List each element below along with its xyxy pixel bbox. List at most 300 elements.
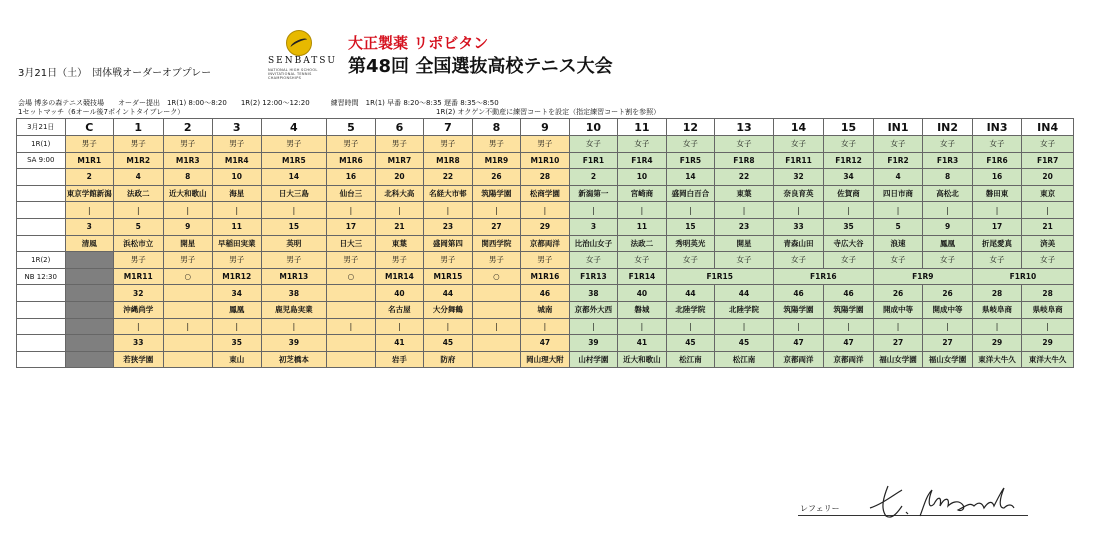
- draw-number-cell: 46: [824, 285, 874, 302]
- draw-number-cell: 45: [715, 335, 774, 352]
- team-cell: 済美: [1022, 235, 1074, 252]
- team-cell: 福山女学園: [923, 351, 973, 368]
- court-header: 14: [773, 119, 824, 136]
- vs-separator: |: [163, 318, 213, 335]
- vs-separator: |: [521, 318, 570, 335]
- team-cell: 名経大市邨: [424, 185, 473, 202]
- match-id-cell: F1R11: [773, 152, 824, 169]
- team-cell: 磐田東: [972, 185, 1022, 202]
- draw-number-cell: 46: [521, 285, 570, 302]
- team-cell: 開星: [715, 235, 774, 252]
- team-cell: 日大三: [327, 235, 376, 252]
- draw-number-cell: 44: [424, 285, 473, 302]
- draw-number-cell: 41: [618, 335, 667, 352]
- gender-cell: 女子: [773, 136, 824, 153]
- empty-cell: [163, 351, 213, 368]
- team-cell: 京都両洋: [773, 351, 824, 368]
- team-cell: 県岐阜商: [972, 301, 1022, 318]
- gender-cell: 女子: [923, 136, 973, 153]
- gender-cell: 女子: [715, 136, 774, 153]
- draw-number-cell: 26: [472, 169, 521, 186]
- court-header: C: [65, 119, 114, 136]
- team-cell: 佐賀商: [824, 185, 874, 202]
- empty-cell: [472, 335, 521, 352]
- vs-separator: |: [972, 202, 1022, 219]
- team-cell: 東京: [1022, 185, 1074, 202]
- unused-court-cell: [65, 252, 114, 269]
- draw-number-cell: 20: [1022, 169, 1074, 186]
- draw-number-cell: 9: [163, 218, 213, 235]
- vs-separator: |: [773, 202, 824, 219]
- draw-number-cell: 35: [824, 218, 874, 235]
- team-cell: 開星: [163, 235, 213, 252]
- match-id-cell: M1R4: [213, 152, 262, 169]
- team-cell: 清風: [65, 235, 114, 252]
- vs-separator: |: [1022, 318, 1074, 335]
- vs-separator: |: [261, 202, 327, 219]
- match-id-cell: F1R6: [972, 152, 1022, 169]
- draw-number-cell: 2: [569, 169, 618, 186]
- match-id-cell: F1R5: [666, 152, 715, 169]
- draw-number-cell: 11: [213, 218, 262, 235]
- team-cell: 関西学院: [472, 235, 521, 252]
- vs-separator: |: [163, 202, 213, 219]
- draw-number-cell: 35: [213, 335, 262, 352]
- draw-number-cell: 27: [472, 218, 521, 235]
- match-id-cell: F1R2: [873, 152, 923, 169]
- header-date: 3月21日: [17, 119, 66, 136]
- match-id-cell: M1R6: [327, 152, 376, 169]
- empty-label-cell: [17, 185, 66, 202]
- gender-cell: 女子: [715, 252, 774, 269]
- draw-number-cell: 28: [1022, 285, 1074, 302]
- draw-number-cell: 21: [1022, 218, 1074, 235]
- gender-cell: 女子: [873, 252, 923, 269]
- draw-number-cell: 44: [666, 285, 715, 302]
- s2-seed-b-row: [17, 335, 1074, 352]
- team-cell: 山村学園: [569, 351, 618, 368]
- match-id-cell: F1R7: [1022, 152, 1074, 169]
- team-cell: 東山: [213, 351, 262, 368]
- team-cell: 浜松市立: [114, 235, 164, 252]
- team-cell: 法政二: [114, 185, 164, 202]
- vs-separator: |: [114, 318, 164, 335]
- team-cell: 東葉: [715, 185, 774, 202]
- gender-cell: 女子: [773, 252, 824, 269]
- draw-number-cell: 39: [261, 335, 327, 352]
- match-id-cell: F1R8: [715, 152, 774, 169]
- referee-signature: [862, 482, 1032, 522]
- team-cell: 京都両洋: [521, 235, 570, 252]
- team-cell: 東洋大牛久: [1022, 351, 1074, 368]
- gender-cell: 女子: [1022, 252, 1074, 269]
- draw-number-cell: 8: [163, 169, 213, 186]
- empty-label-cell: [17, 318, 66, 335]
- court-header: 15: [824, 119, 874, 136]
- vs-separator: |: [873, 318, 923, 335]
- vs-separator: |: [618, 318, 667, 335]
- match-id-cell: M1R5: [261, 152, 327, 169]
- s2-match-row: [17, 268, 1074, 285]
- draw-number-cell: 20: [375, 169, 424, 186]
- draw-number-cell: 34: [824, 169, 874, 186]
- draw-number-cell: 21: [375, 218, 424, 235]
- team-cell: 北科大高: [375, 185, 424, 202]
- court-header: 4: [261, 119, 327, 136]
- team-cell: 大分舞鶴: [424, 301, 473, 318]
- empty-cell: [472, 285, 521, 302]
- team-cell: 早稲田実業: [213, 235, 262, 252]
- vs-separator: |: [569, 202, 618, 219]
- draw-number-cell: 4: [873, 169, 923, 186]
- venue-info: 会場 博多の森テニス競技場 オーダー提出 1R(1) 8:00～8:20 1R(2) 12:00～12:20 練習時間 1R(1) 早番 8:20～8:35 遅番 8:35～8:50: [18, 99, 499, 107]
- practice-court-info: 1R(2) オクゲン不動産に練習コートを設定（指定練習コート割を参照）: [436, 108, 661, 116]
- draw-number-cell: 29: [972, 335, 1022, 352]
- vs-separator: |: [472, 318, 521, 335]
- vs-separator: |: [213, 202, 262, 219]
- sponsor-name: 大正製薬 リポビタン: [348, 34, 489, 52]
- court-header: 13: [715, 119, 774, 136]
- vs-separator: |: [923, 318, 973, 335]
- empty-label-cell: [17, 351, 66, 368]
- gender-cell: 女子: [666, 136, 715, 153]
- gender-cell: 男子: [472, 252, 521, 269]
- team-cell: 海星: [213, 185, 262, 202]
- vs-separator: |: [824, 202, 874, 219]
- team-cell: 東洋大牛久: [972, 351, 1022, 368]
- team-cell: 松江南: [666, 351, 715, 368]
- vs-separator: |: [666, 202, 715, 219]
- match-id-cell: F1R1: [569, 152, 618, 169]
- vs-separator: |: [1022, 202, 1074, 219]
- draw-number-cell: 45: [424, 335, 473, 352]
- team-cell: 青森山田: [773, 235, 824, 252]
- vs-separator: |: [114, 202, 164, 219]
- draw-number-cell: 29: [521, 218, 570, 235]
- court-header: 11: [618, 119, 667, 136]
- draw-number-cell: 38: [569, 285, 618, 302]
- vs-separator: |: [715, 318, 774, 335]
- draw-number-cell: 27: [873, 335, 923, 352]
- vs-separator: |: [521, 202, 570, 219]
- court-header: 3: [213, 119, 262, 136]
- vs-separator: |: [424, 318, 473, 335]
- vs-separator: |: [424, 202, 473, 219]
- gender-cell: 男子: [424, 252, 473, 269]
- empty-cell: [472, 301, 521, 318]
- team-cell: 近大和歌山: [618, 351, 667, 368]
- team-cell: 奈良育英: [773, 185, 824, 202]
- gender-cell: 女子: [618, 252, 667, 269]
- draw-number-cell: 28: [972, 285, 1022, 302]
- court-header-row: [17, 119, 1074, 136]
- match-id-cell: F1R9: [873, 268, 972, 285]
- draw-number-cell: 34: [213, 285, 262, 302]
- date-title: 3月21日（土） 団体戦オーダーオブプレー: [18, 68, 212, 79]
- team-cell: 仙台三: [327, 185, 376, 202]
- draw-number-cell: 17: [327, 218, 376, 235]
- match-id-cell: M1R14: [375, 268, 424, 285]
- s1-seed-a-row: [17, 169, 1074, 186]
- session-label: 1R(1): [17, 136, 66, 153]
- draw-number-cell: 9: [923, 218, 973, 235]
- unused-court-cell: [65, 351, 114, 368]
- draw-number-cell: 14: [261, 169, 327, 186]
- team-cell: 福山女学園: [873, 351, 923, 368]
- team-cell: 筑陽学園: [472, 185, 521, 202]
- session-start-time: NB 12:30: [17, 268, 66, 285]
- draw-number-cell: 47: [824, 335, 874, 352]
- draw-number-cell: 44: [715, 285, 774, 302]
- team-cell: 四日市商: [873, 185, 923, 202]
- gender-cell: 女子: [824, 136, 874, 153]
- unused-court-cell: [65, 318, 114, 335]
- vs-separator: |: [65, 202, 114, 219]
- match-id-cell: F1R15: [666, 268, 773, 285]
- vs-separator: |: [375, 318, 424, 335]
- team-cell: 鳳凰: [213, 301, 262, 318]
- draw-number-cell: 15: [666, 218, 715, 235]
- draw-number-cell: 40: [375, 285, 424, 302]
- draw-number-cell: 5: [873, 218, 923, 235]
- order-of-play-table: [16, 118, 1074, 368]
- vs-separator: |: [666, 318, 715, 335]
- team-cell: 鹿児島実業: [261, 301, 327, 318]
- s1-team-b-row: [17, 235, 1074, 252]
- empty-label-cell: [17, 169, 66, 186]
- empty-cell: [327, 301, 376, 318]
- draw-number-cell: 41: [375, 335, 424, 352]
- team-cell: 岡山理大附: [521, 351, 570, 368]
- session-start-time: SA 9:00: [17, 152, 66, 169]
- draw-number-cell: 40: [618, 285, 667, 302]
- team-cell: 近大和歌山: [163, 185, 213, 202]
- team-cell: 寺広大谷: [824, 235, 874, 252]
- draw-number-cell: 32: [773, 169, 824, 186]
- draw-number-cell: 8: [923, 169, 973, 186]
- team-cell: 防府: [424, 351, 473, 368]
- court-header: 5: [327, 119, 376, 136]
- gender-cell: 女子: [569, 136, 618, 153]
- vs-separator: |: [569, 318, 618, 335]
- vs-separator: |: [213, 318, 262, 335]
- draw-number-cell: 17: [972, 218, 1022, 235]
- draw-number-cell: 32: [114, 285, 164, 302]
- draw-number-cell: 47: [521, 335, 570, 352]
- team-cell: 東葉: [375, 235, 424, 252]
- logo-wordmark: SENBATSU: [268, 56, 337, 66]
- draw-number-cell: 33: [114, 335, 164, 352]
- empty-cell: [327, 335, 376, 352]
- team-cell: 新潟第一: [569, 185, 618, 202]
- match-id-cell: M1R9: [472, 152, 521, 169]
- team-cell: 開成中等: [873, 301, 923, 318]
- gender-cell: 女子: [1022, 136, 1074, 153]
- unused-court-cell: [65, 335, 114, 352]
- gender-cell: 男子: [327, 136, 376, 153]
- empty-cell: [472, 351, 521, 368]
- team-cell: 県岐阜商: [1022, 301, 1074, 318]
- team-cell: 筑陽学園: [824, 301, 874, 318]
- draw-number-cell: 5: [114, 218, 164, 235]
- gender-cell: 男子: [261, 252, 327, 269]
- gender-cell: 男子: [375, 136, 424, 153]
- match-id-cell: F1R16: [773, 268, 873, 285]
- gender-cell: 女子: [972, 136, 1022, 153]
- team-cell: 日大三島: [261, 185, 327, 202]
- team-cell: 初芝橋本: [261, 351, 327, 368]
- match-id-cell: M1R11: [114, 268, 164, 285]
- team-cell: 若狭学園: [114, 351, 164, 368]
- team-cell: 比治山女子: [569, 235, 618, 252]
- vs-separator: |: [618, 202, 667, 219]
- draw-number-cell: 26: [923, 285, 973, 302]
- gender-cell: 男子: [375, 252, 424, 269]
- court-header: 7: [424, 119, 473, 136]
- vs-separator: |: [375, 202, 424, 219]
- match-format-info: 1セットマッチ（6オール後7ポイントタイブレーク）: [18, 108, 185, 116]
- draw-number-cell: 27: [923, 335, 973, 352]
- vs-separator: |: [824, 318, 874, 335]
- gender-cell: 男子: [261, 136, 327, 153]
- team-cell: 京都外大西: [569, 301, 618, 318]
- team-cell: 松商学園: [521, 185, 570, 202]
- gender-cell: 男子: [424, 136, 473, 153]
- gender-cell: 女子: [569, 252, 618, 269]
- vs-separator: |: [472, 202, 521, 219]
- vs-separator: |: [715, 202, 774, 219]
- team-cell: 秀明英光: [666, 235, 715, 252]
- gender-cell: 女子: [972, 252, 1022, 269]
- gender-cell: 男子: [213, 252, 262, 269]
- draw-number-cell: 29: [1022, 335, 1074, 352]
- team-cell: 北陸学院: [715, 301, 774, 318]
- empty-label-cell: [17, 335, 66, 352]
- team-cell: 松江南: [715, 351, 774, 368]
- draw-number-cell: 33: [773, 218, 824, 235]
- match-id-cell: M1R16: [521, 268, 570, 285]
- vs-separator: |: [773, 318, 824, 335]
- match-id-cell: M1R8: [424, 152, 473, 169]
- event-title: 第48回 全国選抜高校テニス大会: [348, 56, 613, 77]
- team-cell: 高松北: [923, 185, 973, 202]
- empty-label-cell: [17, 301, 66, 318]
- team-cell: 北陸学院: [666, 301, 715, 318]
- vs-separator: |: [923, 202, 973, 219]
- s2-seed-a-row: [17, 285, 1074, 302]
- unused-court-cell: [65, 285, 114, 302]
- tennis-ball-logo-icon: [286, 30, 312, 56]
- match-id-cell: M1R3: [163, 152, 213, 169]
- gender-cell: 男子: [327, 252, 376, 269]
- draw-number-cell: 46: [773, 285, 824, 302]
- draw-number-cell: 11: [618, 218, 667, 235]
- draw-number-cell: 3: [569, 218, 618, 235]
- empty-match-circle-icon: ○: [472, 268, 521, 285]
- draw-number-cell: 23: [424, 218, 473, 235]
- empty-match-circle-icon: ○: [327, 268, 376, 285]
- gender-cell: 男子: [213, 136, 262, 153]
- court-header: 1: [114, 119, 164, 136]
- draw-number-cell: 28: [521, 169, 570, 186]
- referee-label: レフェリー: [800, 504, 840, 513]
- draw-number-cell: 10: [213, 169, 262, 186]
- draw-number-cell: 22: [424, 169, 473, 186]
- logo-subtext: NATIONAL HIGH SCHOOL INVITATIONAL TENNIS CHAMPIONSHIPS: [268, 68, 318, 80]
- empty-cell: [327, 351, 376, 368]
- draw-number-cell: 4: [114, 169, 164, 186]
- draw-number-cell: 38: [261, 285, 327, 302]
- s1-team-a-row: [17, 185, 1074, 202]
- team-cell: 城南: [521, 301, 570, 318]
- gender-cell: 男子: [163, 136, 213, 153]
- team-cell: 折尾愛真: [972, 235, 1022, 252]
- session-label: 1R(2): [17, 252, 66, 269]
- gender-cell: 男子: [472, 136, 521, 153]
- gender-cell: 男子: [114, 136, 164, 153]
- team-cell: 磐城: [618, 301, 667, 318]
- team-cell: 名古屋: [375, 301, 424, 318]
- gender-cell: 女子: [618, 136, 667, 153]
- s1-vs-row: [17, 202, 1074, 219]
- s1-gender-row: [17, 136, 1074, 153]
- court-header: IN2: [923, 119, 973, 136]
- empty-cell: [163, 285, 213, 302]
- draw-number-cell: 16: [972, 169, 1022, 186]
- s2-vs-row: [17, 318, 1074, 335]
- team-cell: 筑陽学園: [773, 301, 824, 318]
- empty-label-cell: [17, 235, 66, 252]
- court-header: IN1: [873, 119, 923, 136]
- match-id-cell: M1R7: [375, 152, 424, 169]
- gender-cell: 女子: [824, 252, 874, 269]
- match-id-cell: F1R3: [923, 152, 973, 169]
- match-id-cell: F1R12: [824, 152, 874, 169]
- gender-cell: 男子: [114, 252, 164, 269]
- team-cell: 開成中等: [923, 301, 973, 318]
- team-cell: 浪速: [873, 235, 923, 252]
- team-cell: 沖縄尚学: [114, 301, 164, 318]
- vs-separator: |: [327, 202, 376, 219]
- s2-gender-row: [17, 252, 1074, 269]
- court-header: 2: [163, 119, 213, 136]
- unused-court-cell: [65, 268, 114, 285]
- empty-cell: [163, 301, 213, 318]
- match-id-cell: M1R12: [213, 268, 262, 285]
- team-cell: 京都両洋: [824, 351, 874, 368]
- team-cell: 法政二: [618, 235, 667, 252]
- vs-separator: |: [873, 202, 923, 219]
- empty-label-cell: [17, 218, 66, 235]
- match-id-cell: F1R13: [569, 268, 618, 285]
- draw-number-cell: 10: [618, 169, 667, 186]
- empty-label-cell: [17, 202, 66, 219]
- team-cell: 鳳凰: [923, 235, 973, 252]
- court-header: 9: [521, 119, 570, 136]
- empty-cell: [327, 285, 376, 302]
- gender-cell: 女子: [873, 136, 923, 153]
- gender-cell: 男子: [65, 136, 114, 153]
- s1-seed-b-row: [17, 218, 1074, 235]
- vs-separator: |: [972, 318, 1022, 335]
- match-id-cell: M1R13: [261, 268, 327, 285]
- draw-number-cell: 45: [666, 335, 715, 352]
- draw-number-cell: 22: [715, 169, 774, 186]
- vs-separator: |: [327, 318, 376, 335]
- court-header: IN3: [972, 119, 1022, 136]
- match-id-cell: M1R2: [114, 152, 164, 169]
- court-header: 8: [472, 119, 521, 136]
